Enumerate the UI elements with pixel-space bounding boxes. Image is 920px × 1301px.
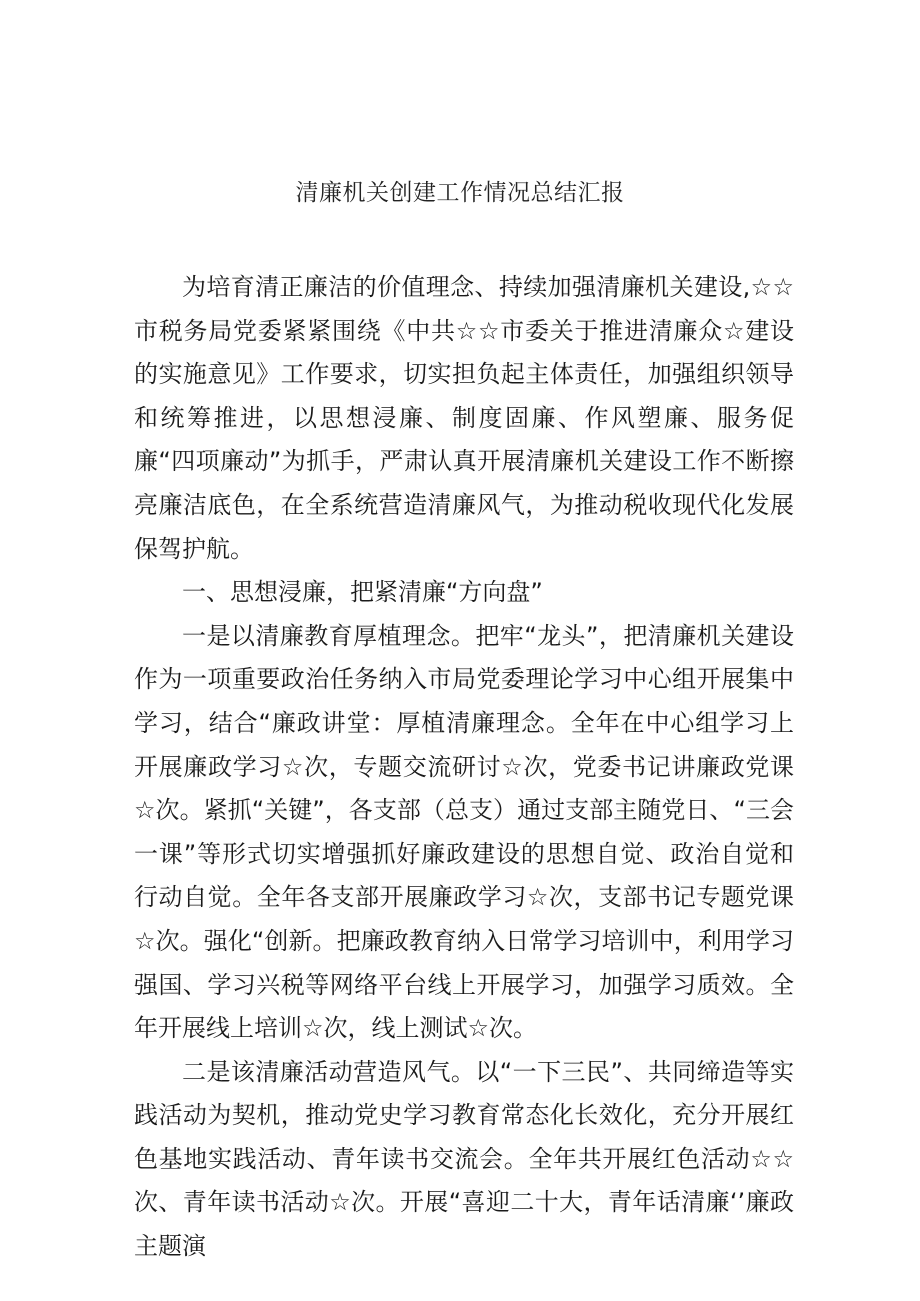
section-heading-1: 一、思想浸廉，把紧清廉“方向盘” — [182, 578, 543, 607]
intro-paragraph: 为培育清正廉洁的价值理念、持续加强清廉机关建设,☆☆市税务局党委紧紧围绕《中共☆☆市委关于推进清廉众☆建设的实施意见》工作要求，切实担负起主体责任，加强组织领导和统筹推进，以思想浸廉、制度固廉、作风塑廉、服务促廉“四项廉动”为抓手，严肃认真开展清廉机关建设工作不断擦亮廉洁底色，在全系统营造清廉风气，为推动税收现代化发展保驾护航。 — [134, 273, 794, 563]
paragraph-activities: 二是该清廉活动营造风气。以“一下三民”、共同缔造等实践活动为契机，推动党史学习教育常态化长效化，充分开展红色基地实践活动、青年读书交流会。全年共开展红色活动☆☆次、青年读书活动☆次。开展“喜迎二十大，青年话清廉‘’廉政主题演 — [134, 1057, 794, 1261]
document-body — [134, 266, 794, 1269]
document-title: 清廉机关创建工作情况总结汇报 — [295, 180, 625, 206]
paragraph-education: 一是以清廉教育厚植理念。把牢“龙头”，把清廉机关建设作为一项重要政治任务纳入市局党委理论学习中心组开展集中学习，结合“廉政讲堂：厚植清廉理念。全年在中心组学习上开展廉政学习☆次，专题交流研讨☆次，党委书记讲廉政党课☆次。紧抓“关键”，各支部（总支）通过支部主随党日、“三会一课”等形式切实增强抓好廉政建设的思想自觉、政治自觉和行动自觉。全年各支部开展廉政学习☆次，支部书记专题党课☆次。强化“创新。把廉政教育纳入日常学习培训中，利用学习强国、学习兴税等网络平台线上开展学习，加强学习质效。全年开展线上培训☆次，线上测试☆次。 — [134, 621, 794, 1043]
